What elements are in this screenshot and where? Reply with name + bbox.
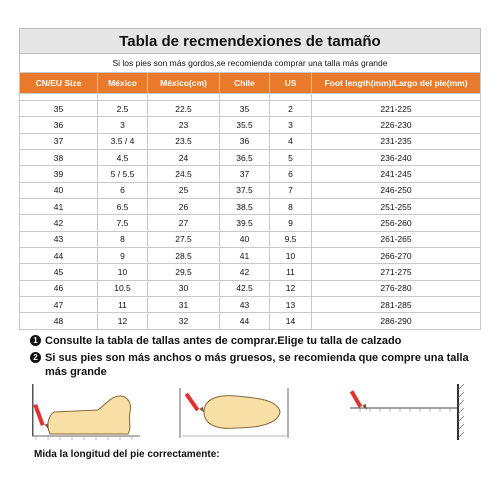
table-cell: 38 [20, 150, 98, 166]
header-us: US [270, 73, 312, 94]
table-cell: 41 [220, 248, 270, 264]
table-cell: 35 [20, 101, 98, 117]
table-cell: 26 [148, 199, 220, 215]
table-cell: 37 [220, 166, 270, 182]
table-cell: 9 [270, 215, 312, 231]
table-cell: 221-225 [312, 101, 481, 117]
table-cell: 13 [270, 297, 312, 313]
table-cell: 266-270 [312, 248, 481, 264]
table-cell: 24.5 [148, 166, 220, 182]
pencil-icon [33, 404, 50, 430]
table-cell: 231-235 [312, 133, 481, 149]
size-table-body [20, 94, 481, 330]
table-cell: 3.5 / 4 [98, 133, 148, 149]
table-cell: 45 [20, 264, 98, 280]
table-cell: 24 [148, 150, 220, 166]
table-row [20, 166, 481, 182]
note-text-2: Si sus pies son más anchos o más gruesos, se recomienda que compre una talla más grande [45, 352, 469, 378]
table-cell: 236-240 [312, 150, 481, 166]
table-cell: 37 [20, 133, 98, 149]
table-cell: 286-290 [312, 313, 481, 329]
table-row [20, 264, 481, 280]
table-cell: 42 [220, 264, 270, 280]
table-cell: 40 [20, 182, 98, 198]
foot-side-view-icon [28, 382, 146, 442]
table-cell: 12 [98, 313, 148, 329]
table-cell: 8 [270, 199, 312, 215]
header-chile: Chile [220, 73, 270, 94]
note-2 [30, 351, 480, 379]
table-cell: 3 [98, 117, 148, 133]
table-row [20, 313, 481, 329]
table-cell: 41 [20, 199, 98, 215]
table-row [20, 297, 481, 313]
table-cell: 23.5 [148, 133, 220, 149]
table-cell: 6 [270, 166, 312, 182]
chart-title: Tabla de recmendexiones de tamaño [19, 28, 481, 54]
table-cell: 11 [270, 264, 312, 280]
table-row [20, 231, 481, 247]
table-cell: 37.5 [220, 182, 270, 198]
table-cell: 42 [20, 215, 98, 231]
table-cell: 2.5 [98, 101, 148, 117]
table-cell: 14 [270, 313, 312, 329]
table-cell: 28.5 [148, 248, 220, 264]
table-cell: 47 [20, 297, 98, 313]
header-mexico: México [98, 73, 148, 94]
table-header-row [20, 73, 481, 94]
measure-caption: Mida la longitud del pie correctamente: [34, 449, 220, 460]
table-cell: 8 [98, 231, 148, 247]
table-row [20, 101, 481, 117]
foot-top-view-icon [176, 382, 294, 442]
table-cell: 226-230 [312, 117, 481, 133]
table-cell: 43 [20, 231, 98, 247]
table-cell: 44 [220, 313, 270, 329]
table-cell: 39 [20, 166, 98, 182]
table-cell: 29.5 [148, 264, 220, 280]
notes [30, 334, 480, 382]
table-row [20, 117, 481, 133]
table-cell: 261-265 [312, 231, 481, 247]
table-cell: 32 [148, 313, 220, 329]
table-cell: 4 [270, 133, 312, 149]
note-1 [30, 334, 480, 348]
table-row [20, 133, 481, 149]
table-cell: 10 [98, 264, 148, 280]
table-cell: 36 [20, 117, 98, 133]
table-row [20, 150, 481, 166]
table-row [20, 199, 481, 215]
table-cell: 7 [270, 182, 312, 198]
table-cell: 36 [220, 133, 270, 149]
table-row [20, 280, 481, 296]
note-text-1: Consulte la tabla de tallas antes de comprar.Elige tu talla de calzado [45, 335, 402, 347]
table-cell: 31 [148, 297, 220, 313]
table-cell: 23 [148, 117, 220, 133]
table-cell: 271-275 [312, 264, 481, 280]
table-cell: 281-285 [312, 297, 481, 313]
table-row [20, 215, 481, 231]
table-cell: 44 [20, 248, 98, 264]
size-table [19, 72, 481, 330]
table-cell: 5 [270, 150, 312, 166]
table-cell: 48 [20, 313, 98, 329]
table-cell: 46 [20, 280, 98, 296]
table-cell: 241-245 [312, 166, 481, 182]
table-cell: 10.5 [98, 280, 148, 296]
table-row [20, 248, 481, 264]
table-cell: 22.5 [148, 101, 220, 117]
table-cell: 25 [148, 182, 220, 198]
table-cell: 27.5 [148, 231, 220, 247]
table-cell: 36.5 [220, 150, 270, 166]
table-cell: 43 [220, 297, 270, 313]
table-cell: 6.5 [98, 199, 148, 215]
table-cell: 10 [270, 248, 312, 264]
ruler-wall-icon [340, 382, 470, 442]
table-cell: 9 [98, 248, 148, 264]
table-cell: 5 / 5.5 [98, 166, 148, 182]
table-cell: 9.5 [270, 231, 312, 247]
header-foot-length: Foot length(mm)/Largo del pie(mm) [312, 73, 481, 94]
table-cell: 276-280 [312, 280, 481, 296]
table-cell: 27 [148, 215, 220, 231]
table-cell: 4.5 [98, 150, 148, 166]
header-cn-eu: CN/EU Size [20, 73, 98, 94]
table-cell: 40 [220, 231, 270, 247]
chart-subtitle: Si los pies son más gordos,se recomienda comprar una talla más grande [19, 54, 481, 72]
table-cell: 3 [270, 117, 312, 133]
table-cell: 251-255 [312, 199, 481, 215]
table-cell: 7.5 [98, 215, 148, 231]
table-cell: 35 [220, 101, 270, 117]
table-cell: 30 [148, 280, 220, 296]
table-cell: 6 [98, 182, 148, 198]
table-cell: 246-250 [312, 182, 481, 198]
table-cell: 11 [98, 297, 148, 313]
table-cell: 38.5 [220, 199, 270, 215]
table-cell: 42.5 [220, 280, 270, 296]
note-number-2: 2 [30, 352, 41, 363]
header-mexico-cm: México(cm) [148, 73, 220, 94]
table-cell: 2 [270, 101, 312, 117]
table-cell: 39.5 [220, 215, 270, 231]
note-number-1: 1 [30, 335, 41, 346]
table-row [20, 182, 481, 198]
table-cell: 35.5 [220, 117, 270, 133]
pencil-icon [185, 393, 206, 414]
table-cell: 12 [270, 280, 312, 296]
table-cell: 256-260 [312, 215, 481, 231]
